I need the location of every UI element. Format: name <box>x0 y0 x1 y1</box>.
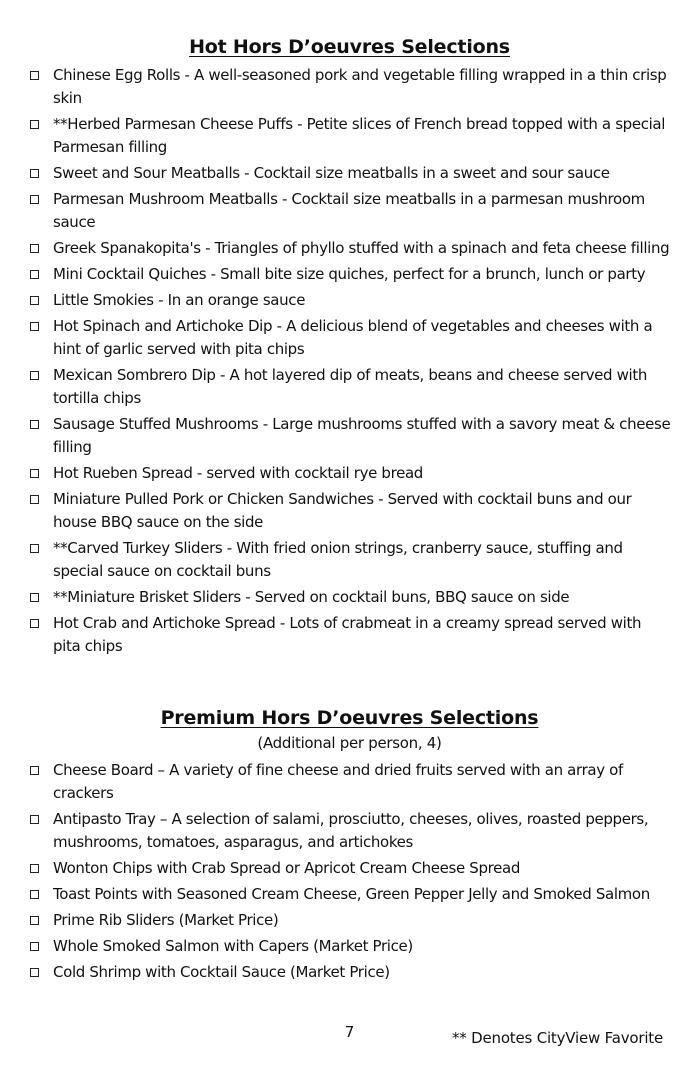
hot-item <box>0 64 699 110</box>
hot-item-text: Hot Spinach and Artichoke Dip - A delicious blend of vegetables and cheeses with a hint of garlic served with pita chips <box>53 317 653 358</box>
premium-item <box>0 961 699 984</box>
checkbox-icon[interactable] <box>30 916 39 925</box>
checkbox-icon[interactable] <box>30 169 39 178</box>
checkbox-icon[interactable] <box>30 815 39 824</box>
hot-section <box>0 36 699 661</box>
hot-item <box>0 263 699 286</box>
premium-item <box>0 808 699 854</box>
hot-item-text: Hot Crab and Artichoke Spread - Lots of crabmeat in a creamy spread served with pita chips <box>53 614 642 655</box>
checkbox-icon[interactable] <box>30 619 39 628</box>
checkbox-icon[interactable] <box>30 71 39 80</box>
premium-item <box>0 883 699 906</box>
premium-item <box>0 935 699 958</box>
checkbox-icon[interactable] <box>30 495 39 504</box>
premium-item-text: Wonton Chips with Crab Spread or Apricot Cream Cheese Spread <box>53 859 521 877</box>
hot-item-text: Miniature Pulled Pork or Chicken Sandwiches - Served with cocktail buns and our house BBQ sauce on the side <box>53 490 632 531</box>
hot-item <box>0 162 699 185</box>
hot-item-text: **Herbed Parmesan Cheese Puffs - Petite slices of French bread topped with a special Parmesan filling <box>53 115 666 156</box>
hot-item-text: Greek Spanakopita's - Triangles of phyllo stuffed with a spinach and feta cheese filling <box>53 239 670 257</box>
hot-item-text: **Miniature Brisket Sliders - Served on cocktail buns, BBQ sauce on side <box>53 588 570 606</box>
favorite-footnote: ** Denotes CityView Favorite <box>451 1029 663 1047</box>
premium-section-title: Premium Hors D’oeuvres Selections <box>160 707 539 729</box>
premium-item-text: Antipasto Tray – A selection of salami, prosciutto, cheeses, olives, roasted peppers, mushrooms, tomatoes, asparagus, and artichokes <box>53 810 649 851</box>
checkbox-icon[interactable] <box>30 296 39 305</box>
checkbox-icon[interactable] <box>30 120 39 129</box>
hot-item-text: Sweet and Sour Meatballs - Cocktail size meatballs in a sweet and sour sauce <box>53 164 610 182</box>
premium-section <box>0 707 699 987</box>
checkbox-icon[interactable] <box>30 942 39 951</box>
checkbox-icon[interactable] <box>30 270 39 279</box>
hot-item <box>0 537 699 583</box>
hot-item <box>0 364 699 410</box>
checkbox-icon[interactable] <box>30 469 39 478</box>
hot-item <box>0 612 699 658</box>
hot-item-text: Parmesan Mushroom Meatballs - Cocktail size meatballs in a parmesan mushroom sauce <box>53 190 645 231</box>
checkbox-icon[interactable] <box>30 322 39 331</box>
hot-item-text: Mini Cocktail Quiches - Small bite size quiches, perfect for a brunch, lunch or party <box>53 265 646 283</box>
hot-item <box>0 586 699 609</box>
checkbox-icon[interactable] <box>30 890 39 899</box>
hot-item-text: Mexican Sombrero Dip - A hot layered dip of meats, beans and cheese served with tortilla chips <box>53 366 648 407</box>
page-number: 7 <box>344 1023 355 1041</box>
hot-items-list <box>0 64 699 658</box>
hot-item-text: **Carved Turkey Sliders - With fried onion strings, cranberry sauce, stuffing and special sauce on cocktail buns <box>53 539 623 580</box>
hot-item <box>0 113 699 159</box>
checkbox-icon[interactable] <box>30 766 39 775</box>
hot-item <box>0 289 699 312</box>
hot-item-text: Sausage Stuffed Mushrooms - Large mushrooms stuffed with a savory meat & cheese filling <box>53 415 671 456</box>
hot-item <box>0 488 699 534</box>
hot-item <box>0 462 699 485</box>
premium-price-note: (Additional per person, 4) <box>257 734 442 752</box>
hot-item <box>0 188 699 234</box>
premium-item-text: Prime Rib Sliders (Market Price) <box>53 911 279 929</box>
premium-item <box>0 759 699 805</box>
hot-item <box>0 237 699 260</box>
checkbox-icon[interactable] <box>30 371 39 380</box>
hot-item-text: Little Smokies - In an orange sauce <box>53 291 306 309</box>
checkbox-icon[interactable] <box>30 544 39 553</box>
premium-item-text: Cheese Board – A variety of fine cheese and dried fruits served with an array of crackers <box>53 761 623 802</box>
checkbox-icon[interactable] <box>30 195 39 204</box>
checkbox-icon[interactable] <box>30 420 39 429</box>
hot-item-text: Chinese Egg Rolls - A well-seasoned pork and vegetable filling wrapped in a thin crisp skin <box>53 66 667 107</box>
premium-item-text: Toast Points with Seasoned Cream Cheese, Green Pepper Jelly and Smoked Salmon <box>53 885 650 903</box>
checkbox-icon[interactable] <box>30 864 39 873</box>
hot-item <box>0 315 699 361</box>
hot-item-text: Hot Rueben Spread - served with cocktail rye bread <box>53 464 423 482</box>
premium-item <box>0 909 699 932</box>
checkbox-icon[interactable] <box>30 244 39 253</box>
premium-items-list <box>0 759 699 984</box>
premium-item <box>0 857 699 880</box>
checkbox-icon[interactable] <box>30 968 39 977</box>
premium-item-text: Whole Smoked Salmon with Capers (Market Price) <box>53 937 413 955</box>
premium-item-text: Cold Shrimp with Cocktail Sauce (Market Price) <box>53 963 390 981</box>
checkbox-icon[interactable] <box>30 593 39 602</box>
hot-section-title: Hot Hors D’oeuvres Selections <box>189 36 510 58</box>
hot-item <box>0 413 699 459</box>
